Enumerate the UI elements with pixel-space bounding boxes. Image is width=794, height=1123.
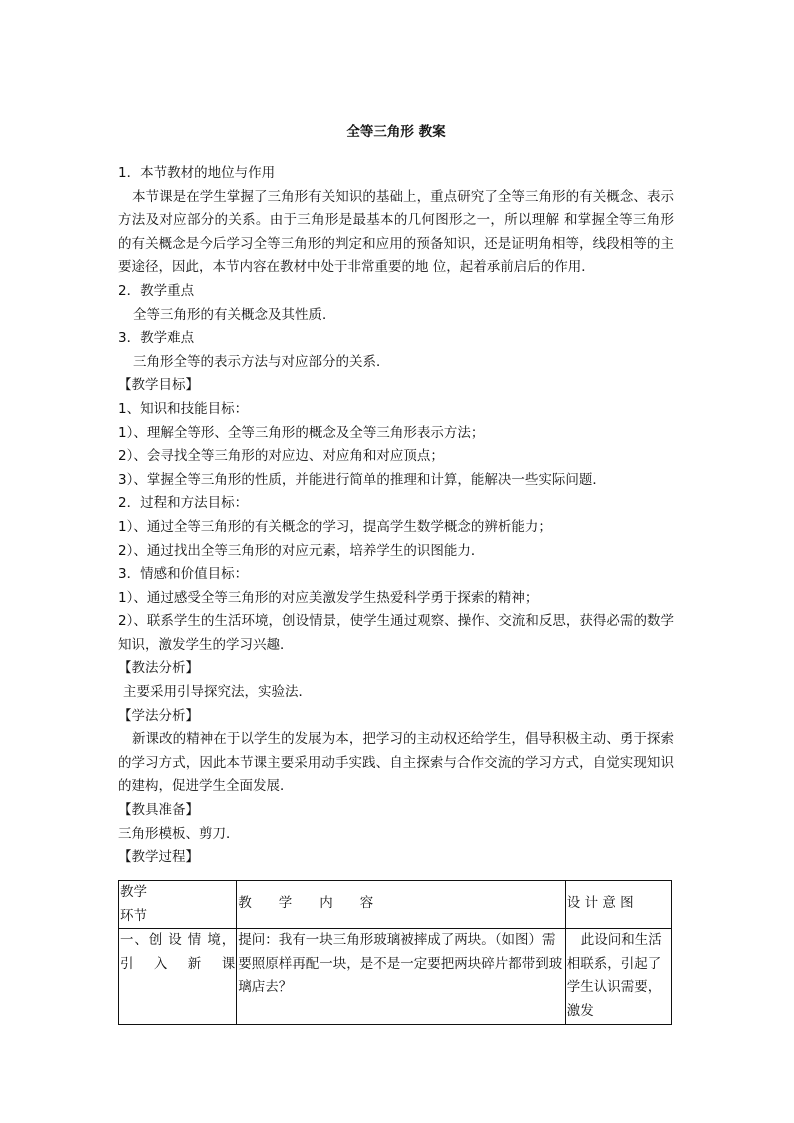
cell-text: 提问：我有一块三角形玻璃被摔成了两块。（如图）需要照原样再配一块，是不是一定要把两块碎片都带到玻璃店去？ (238, 932, 563, 996)
table-cell (119, 929, 237, 1024)
paragraph: 全等三角形的有关概念及其性质． (133, 306, 336, 323)
subsection-heading: 1、知识和技能目标： (118, 400, 249, 417)
section-heading: 2．教学重点 (118, 282, 195, 299)
table-header-row (119, 881, 672, 929)
list-item: 1）、通过全等三角形的有关概念的学习，提高学生数学概念的辨析能力； (118, 518, 552, 535)
list-item: 2）、会寻找全等三角形的对应边、对应角和对应顶点； (118, 448, 444, 465)
section-heading: 【教具准备】 (118, 802, 199, 819)
table-header-cell (565, 881, 671, 929)
cell-text: 此设问和生活相联系，引起了学生认识需要，激发 (566, 932, 662, 1019)
table-row (119, 929, 672, 1024)
table-header-cell (237, 881, 566, 929)
document-body (118, 162, 674, 870)
cell-text: 一、创 设 情 境，引 入 新 课 (120, 932, 236, 972)
list-item: 1）、理解全等形、全等三角形的概念及全等三角形表示方法； (118, 424, 485, 441)
list-item: 2）、联系学生的生活环境，创设情景，使学生通过观察、操作、交流和反思，获得必需的数学知识，激发学生的学习兴趣． (118, 613, 674, 653)
subsection-heading: 2．过程和方法目标： (118, 495, 249, 512)
subsection-heading: 3．情感和价值目标： (118, 566, 249, 583)
table-cell (565, 929, 671, 1024)
section-heading: 【教学目标】 (118, 377, 199, 394)
paragraph: 本节课是在学生掌握了三角形有关知识的基础上，重点研究了全等三角形的有关概念、表示方法及对应部分的关系。由于三角形是最基本的几何图形之一，所以理解 和掌握全等三角形的有关概念是今后学习全等三角形的判定和应用的预备知识，还是证明角相等，线段相等的主要途径，因此，本节内容在教材中处于非常重要的地 位，起着承前启后的作用． (118, 188, 674, 276)
section-heading: 【教学过程】 (118, 849, 199, 866)
table-cell (237, 929, 566, 1024)
list-item: 1）、通过感受全等三角形的对应美激发学生热爱科学勇于探索的精神； (118, 589, 539, 606)
paragraph: 主要采用引导探究法，实验法． (123, 684, 312, 701)
section-heading: 1．本节教材的地位与作用 (118, 165, 276, 181)
document-title: 全等三角形 教案 (346, 124, 446, 140)
list-item: 2）、通过找出全等三角形的对应元素，培养学生的识图能力． (118, 542, 485, 559)
header-text: 教学 (120, 884, 147, 900)
table-header-cell (119, 881, 237, 929)
section-heading: 3．教学难点 (118, 330, 195, 347)
header-text: 教 学 内 容 (238, 895, 374, 911)
header-text: 设 计 意 图 (566, 895, 634, 911)
section-heading: 【教法分析】 (118, 660, 199, 677)
section-heading: 【学法分析】 (118, 707, 199, 724)
teaching-process-table (118, 880, 672, 1025)
list-item: 3）、掌握全等三角形的性质，并能进行简单的推理和计算，能解决一些实际问题． (118, 471, 606, 488)
paragraph: 新课改的精神在于以学生的发展为本，把学习的主动权还给学生，倡导积极主动、勇于探索的学习方式，因此本节课主要采用动手实践、自主探索与合作交流的学习方式，自觉实现知识的建构，促进学生全面发展． (118, 731, 674, 795)
paragraph: 三角形模板、剪刀． (118, 825, 240, 842)
paragraph: 三角形全等的表示方法与对应部分的关系． (133, 353, 390, 370)
header-text: 环节 (120, 907, 147, 924)
